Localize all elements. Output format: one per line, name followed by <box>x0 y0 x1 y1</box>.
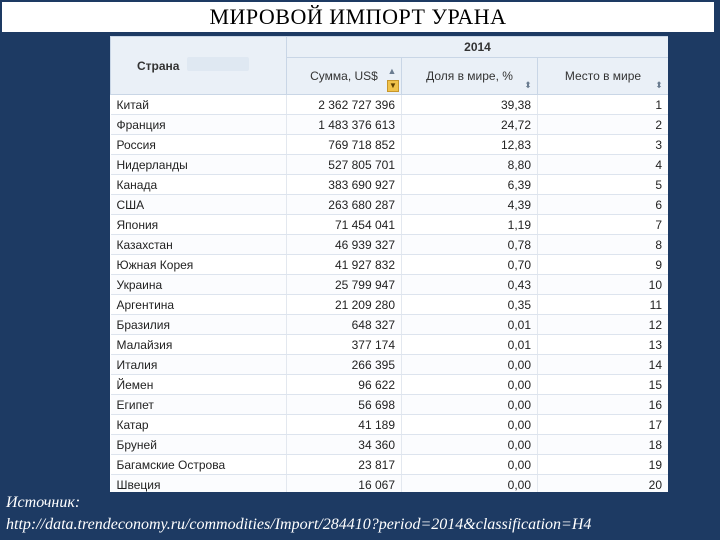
cell-country: Франция <box>111 115 287 135</box>
cell-sum: 2 362 727 396 <box>287 95 402 115</box>
table-row[interactable] <box>111 315 669 335</box>
cell-country: Катар <box>111 415 287 435</box>
cell-rank: 2 <box>538 115 669 135</box>
table-row[interactable] <box>111 235 669 255</box>
column-header-country[interactable] <box>111 37 287 95</box>
rank-header-label: Место в мире <box>564 69 642 83</box>
cell-country: Китай <box>111 95 287 115</box>
table-row[interactable] <box>111 195 669 215</box>
cell-rank: 11 <box>538 295 669 315</box>
cell-share: 0,00 <box>402 355 538 375</box>
table-row[interactable] <box>111 375 669 395</box>
sort-icon[interactable]: ⬍ <box>524 80 532 90</box>
page-title: МИРОВОЙ ИМПОРТ УРАНА <box>209 4 507 29</box>
table-row[interactable] <box>111 415 669 435</box>
table-body <box>111 95 669 493</box>
import-table <box>110 36 668 492</box>
cell-rank: 18 <box>538 435 669 455</box>
cell-country: Швеция <box>111 475 287 493</box>
cell-sum: 41 927 832 <box>287 255 402 275</box>
cell-sum: 46 939 327 <box>287 235 402 255</box>
cell-share: 39,38 <box>402 95 538 115</box>
cell-sum: 71 454 041 <box>287 215 402 235</box>
cell-country: Канада <box>111 175 287 195</box>
cell-share: 0,70 <box>402 255 538 275</box>
table-row[interactable] <box>111 355 669 375</box>
cell-sum: 41 189 <box>287 415 402 435</box>
table-row[interactable] <box>111 455 669 475</box>
cell-sum: 266 395 <box>287 355 402 375</box>
cell-share: 0,00 <box>402 435 538 455</box>
cell-share: 6,39 <box>402 175 538 195</box>
cell-country: Казахстан <box>111 235 287 255</box>
cell-share: 0,35 <box>402 295 538 315</box>
cell-sum: 23 817 <box>287 455 402 475</box>
title-bar <box>0 0 716 34</box>
cell-rank: 8 <box>538 235 669 255</box>
cell-rank: 15 <box>538 375 669 395</box>
cell-share: 8,80 <box>402 155 538 175</box>
cell-country: Египет <box>111 395 287 415</box>
cell-sum: 648 327 <box>287 315 402 335</box>
table-row[interactable] <box>111 275 669 295</box>
cell-country: Россия <box>111 135 287 155</box>
table-row[interactable] <box>111 475 669 493</box>
table-row[interactable] <box>111 435 669 455</box>
cell-country: Багамские Острова <box>111 455 287 475</box>
cell-sum: 377 174 <box>287 335 402 355</box>
cell-sum: 527 805 701 <box>287 155 402 175</box>
cell-share: 0,00 <box>402 375 538 395</box>
cell-sum: 96 622 <box>287 375 402 395</box>
table-row[interactable] <box>111 115 669 135</box>
cell-rank: 17 <box>538 415 669 435</box>
cell-share: 0,00 <box>402 415 538 435</box>
table-row[interactable] <box>111 335 669 355</box>
table-row[interactable] <box>111 135 669 155</box>
source-label: Источник: <box>6 494 81 511</box>
cell-country: Бразилия <box>111 315 287 335</box>
cell-country: США <box>111 195 287 215</box>
cell-sum: 263 680 287 <box>287 195 402 215</box>
cell-country: Йемен <box>111 375 287 395</box>
table-row[interactable] <box>111 95 669 115</box>
country-header-label: Страна <box>137 58 180 73</box>
cell-sum: 383 690 927 <box>287 175 402 195</box>
cell-rank: 5 <box>538 175 669 195</box>
cell-country: Япония <box>111 215 287 235</box>
cell-country: Южная Корея <box>111 255 287 275</box>
cell-share: 0,01 <box>402 335 538 355</box>
cell-country: Аргентина <box>111 295 287 315</box>
cell-share: 0,00 <box>402 455 538 475</box>
sum-header-label: Сумма, US$ <box>310 69 378 83</box>
sort-descending-icon[interactable]: ▼ <box>387 80 399 92</box>
cell-share: 0,43 <box>402 275 538 295</box>
share-header-label: Доля в мире, % <box>426 69 513 83</box>
cell-share: 4,39 <box>402 195 538 215</box>
import-table-container <box>110 36 668 492</box>
cell-rank: 7 <box>538 215 669 235</box>
filter-area <box>187 57 249 71</box>
cell-rank: 9 <box>538 255 669 275</box>
cell-rank: 14 <box>538 355 669 375</box>
cell-rank: 16 <box>538 395 669 415</box>
cell-share: 24,72 <box>402 115 538 135</box>
cell-rank: 4 <box>538 155 669 175</box>
source-url[interactable]: http://data.trendeconomy.ru/commodities/Import/284410?period=2014&classification=H4 <box>6 516 592 533</box>
cell-share: 0,78 <box>402 235 538 255</box>
cell-sum: 25 799 947 <box>287 275 402 295</box>
cell-rank: 1 <box>538 95 669 115</box>
cell-share: 12,83 <box>402 135 538 155</box>
cell-rank: 10 <box>538 275 669 295</box>
table-row[interactable] <box>111 175 669 195</box>
cell-country: Нидерланды <box>111 155 287 175</box>
cell-country: Украина <box>111 275 287 295</box>
cell-rank: 6 <box>538 195 669 215</box>
year-header: 2014 <box>287 37 669 58</box>
cell-share: 0,01 <box>402 315 538 335</box>
column-header-sum[interactable] <box>287 58 402 95</box>
cell-sum: 16 067 <box>287 475 402 493</box>
cell-country: Бруней <box>111 435 287 455</box>
cell-sum: 21 209 280 <box>287 295 402 315</box>
cell-sum: 769 718 852 <box>287 135 402 155</box>
cell-sum: 1 483 376 613 <box>287 115 402 135</box>
column-header-share[interactable] <box>402 58 538 95</box>
cell-sum: 56 698 <box>287 395 402 415</box>
sort-icon[interactable]: ⬍ <box>655 80 663 90</box>
cell-rank: 13 <box>538 335 669 355</box>
cell-rank: 12 <box>538 315 669 335</box>
cell-rank: 19 <box>538 455 669 475</box>
sort-arrow-icon: ▲ <box>387 66 397 76</box>
column-header-rank[interactable] <box>538 58 669 95</box>
table-row[interactable] <box>111 155 669 175</box>
cell-country: Италия <box>111 355 287 375</box>
table-row[interactable] <box>111 395 669 415</box>
table-row[interactable] <box>111 295 669 315</box>
source-note <box>6 492 718 536</box>
table-row[interactable] <box>111 215 669 235</box>
cell-share: 1,19 <box>402 215 538 235</box>
cell-sum: 34 360 <box>287 435 402 455</box>
cell-share: 0,00 <box>402 475 538 493</box>
cell-rank: 20 <box>538 475 669 493</box>
table-row[interactable] <box>111 255 669 275</box>
cell-share: 0,00 <box>402 395 538 415</box>
cell-rank: 3 <box>538 135 669 155</box>
cell-country: Малайзия <box>111 335 287 355</box>
